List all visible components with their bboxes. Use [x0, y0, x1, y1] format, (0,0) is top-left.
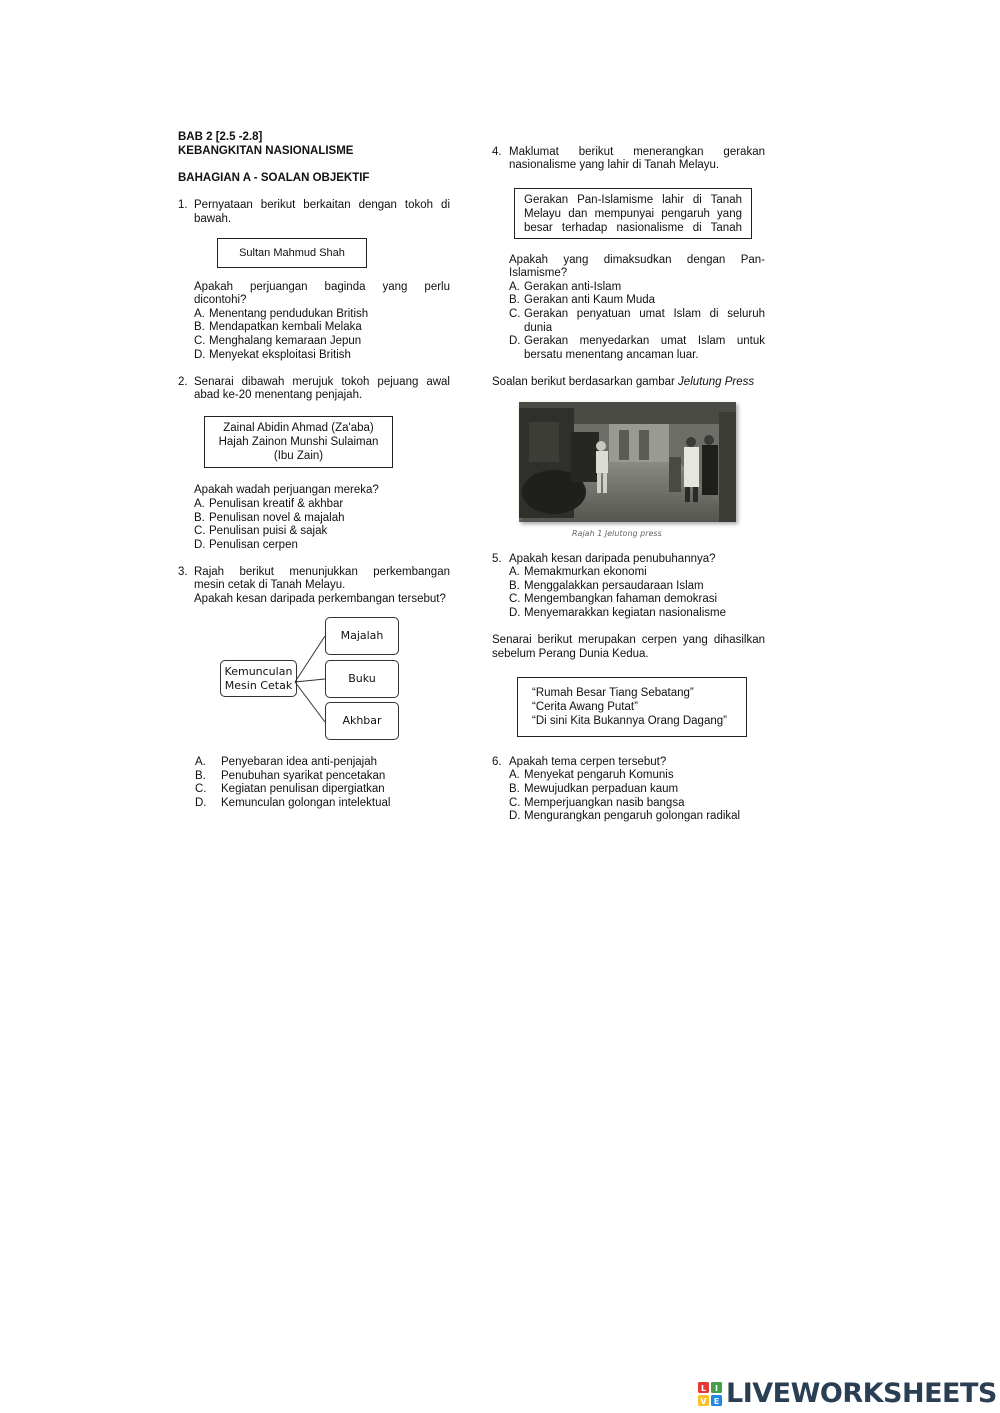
q6-intro-line1: Senarai berikut merupakan cerpen yang dihasilkan: [492, 634, 765, 646]
q1-figure-box: Sultan Mahmud Shah: [217, 238, 367, 268]
q3-stem-line1: Rajah berikut menunjukkan perkembangan: [194, 566, 450, 578]
logo-letter: E: [713, 1397, 720, 1406]
q4-number: 4.: [492, 146, 502, 158]
q6-option-c[interactable]: C. Memperjuangkan nasib bangsa: [509, 797, 685, 809]
q5-option-d[interactable]: D. Menyemarakkan kegiatan nasionalisme: [509, 607, 726, 619]
q3-diagram-majalah: Majalah: [325, 617, 399, 655]
photo-caption: Rajah 1 Jelutong press: [572, 529, 662, 538]
q1-stem-line2: bawah.: [194, 213, 232, 225]
q4-option-c[interactable]: C. Gerakan penyatuan umat Islam di seluruh dunia: [509, 308, 765, 334]
q2-figure-line: Hajah Zainon Munshi Sulaiman: [218, 436, 379, 448]
q3-option-c[interactable]: C. Kegiatan penulisan dipergiatkan: [195, 783, 385, 795]
q6-option-b[interactable]: B. Mewujudkan perpaduan kaum: [509, 783, 679, 795]
q4-figure-line: Gerakan Pan-Islamisme lahir di Tanah: [524, 194, 742, 206]
jelutong-press-photo-art: [519, 402, 736, 522]
q4-figure-box: [514, 188, 752, 239]
q6-figure-box: [517, 677, 747, 737]
q1-option-c[interactable]: C. Menghalang kemaraan Jepun: [194, 335, 362, 347]
q4-stem-line1: Maklumat berikut menerangkan gerakan: [509, 146, 765, 158]
liveworksheets-logo[interactable]: [697, 1379, 997, 1409]
q2-figure-line: (Ibu Zain): [273, 450, 324, 462]
q3-option-a[interactable]: A. Penyebaran idea anti-penjajah: [195, 756, 378, 768]
q6-number: 6.: [492, 756, 502, 768]
q2-number: 2.: [178, 376, 188, 388]
q4-option-b[interactable]: B. Gerakan anti Kaum Muda: [509, 294, 656, 306]
q2-question: Apakah wadah perjuangan mereka?: [194, 484, 379, 496]
q1-stem-line1: Pernyataan berikut berkaitan dengan tokoh di: [194, 199, 450, 211]
q3-diagram-buku: Buku: [325, 660, 399, 698]
q1-option-b[interactable]: B. Mendapatkan kembali Melaka: [194, 321, 362, 333]
q4-figure-line: besar terhadap nasionalisme di Tanah: [524, 222, 742, 234]
logo-letter: L: [700, 1384, 707, 1393]
q4-figure-line: Melayu dan mempunyai pengaruh yang: [524, 208, 742, 220]
connector-line: [295, 679, 325, 682]
q5-stem: Apakah kesan daripada penubuhannya?: [509, 553, 716, 565]
q6-figure-line: “Di sini Kita Bukannya Orang Dagang”: [532, 715, 727, 727]
logo-letter: V: [700, 1397, 707, 1406]
q2-figure-box: [204, 416, 393, 468]
q6-intro-line2: sebelum Perang Dunia Kedua.: [492, 648, 649, 660]
liveworksheets-wordmark: LIVEWORKSHEETS: [726, 1378, 997, 1410]
q3-stem-line2: mesin cetak di Tanah Melayu.: [194, 579, 346, 591]
q3-number: 3.: [178, 566, 188, 578]
connector-line: [295, 636, 325, 682]
q2-option-d[interactable]: D. Penulisan cerpen: [194, 539, 298, 551]
q5-option-a[interactable]: A. Memakmurkan ekonomi: [509, 566, 647, 578]
q4-question-line1: Apakah yang dimaksudkan dengan Pan-: [509, 254, 765, 266]
q4-question-line2: Islamisme?: [509, 267, 568, 279]
q1-option-d[interactable]: D. Menyekat eksploitasi British: [194, 349, 351, 361]
photo-intro: Soalan berikut berdasarkan gambar Jelutung Press: [492, 376, 755, 388]
q4-option-d[interactable]: D. Gerakan menyedarkan umat Islam untuk bersatu menentang ancaman luar.: [509, 335, 765, 361]
q3-option-b[interactable]: B. Penubuhan syarikat pencetakan: [195, 770, 386, 782]
jelutong-press-photo: [519, 402, 736, 522]
q6-option-d[interactable]: D. Mengurangkan pengaruh golongan radikal: [509, 810, 741, 822]
q2-option-a[interactable]: A. Penulisan kreatif & akhbar: [194, 498, 344, 510]
q3-stem-line3: Apakah kesan daripada perkembangan tersebut?: [194, 593, 446, 605]
q6-stem: Apakah tema cerpen tersebut?: [509, 756, 667, 768]
q2-figure-line: Zainal Abidin Ahmad (Za'aba): [223, 422, 374, 434]
q4-option-a[interactable]: A. Gerakan anti-Islam: [509, 281, 622, 293]
liveworksheets-logo-icon: [697, 1381, 723, 1407]
q1-question-line2: dicontohi?: [194, 294, 247, 306]
section-title: BAHAGIAN A - SOALAN OBJEKTIF: [178, 172, 370, 184]
q4-stem-line2: nasionalisme yang lahir di Tanah Melayu.: [509, 159, 720, 171]
q2-stem-line2: abad ke-20 menentang penjajah.: [194, 389, 363, 401]
q2-option-b[interactable]: B. Penulisan novel & majalah: [194, 512, 345, 524]
q2-option-c[interactable]: C. Penulisan puisi & sajak: [194, 525, 328, 537]
q6-figure-line: “Rumah Besar Tiang Sebatang”: [532, 687, 694, 699]
q1-option-a[interactable]: A. Menentang pendudukan British: [194, 308, 369, 320]
q2-stem-line1: Senarai dibawah merujuk tokoh pejuang awal: [194, 376, 450, 388]
q6-figure-line: “Cerita Awang Putat”: [532, 701, 638, 713]
q3-diagram-source: Kemunculan Mesin Cetak: [220, 660, 297, 697]
logo-letter: I: [715, 1384, 718, 1393]
q3-diagram-akhbar: Akhbar: [325, 702, 399, 740]
q1-question-line1: Apakah perjuangan baginda yang perlu: [194, 281, 450, 293]
q1-number: 1.: [178, 199, 188, 211]
connector-line: [295, 682, 325, 722]
q5-option-c[interactable]: C. Mengembangkan fahaman demokrasi: [509, 593, 718, 605]
q5-option-b[interactable]: B. Menggalakkan persaudaraan Islam: [509, 580, 704, 592]
chapter-label: BAB 2 [2.5 -2.8]: [178, 131, 263, 143]
chapter-title: KEBANGKITAN NASIONALISME: [178, 145, 354, 157]
q5-number: 5.: [492, 553, 502, 565]
q6-option-a[interactable]: A. Menyekat pengaruh Komunis: [509, 769, 674, 781]
q3-option-d[interactable]: D. Kemunculan golongan intelektual: [195, 797, 391, 809]
